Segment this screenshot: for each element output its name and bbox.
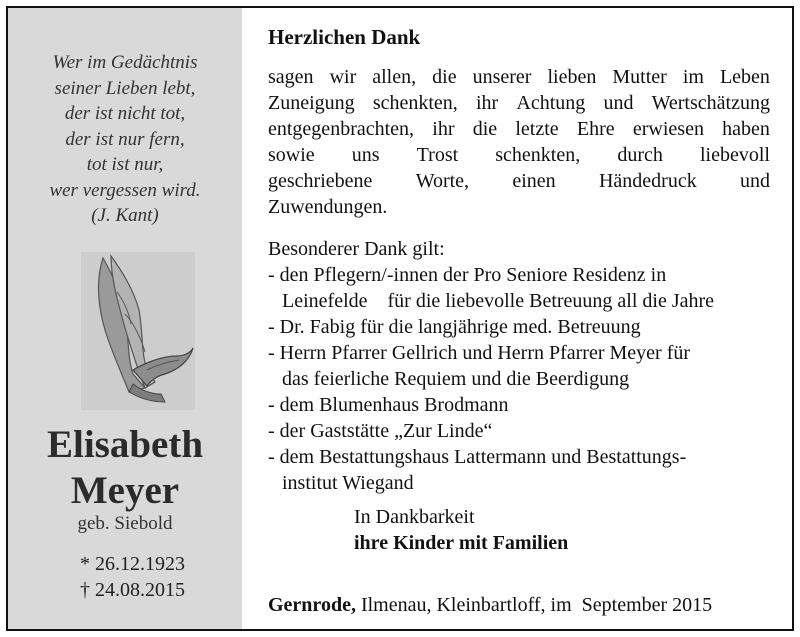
heading: Herzlichen Dank — [268, 25, 421, 49]
word: schenkten, — [372, 92, 458, 114]
signature-block — [268, 504, 770, 556]
word: Wertschätzung — [651, 92, 770, 114]
thanks-item: - den Pflegern/-innen der Pro Seniore Residenz in — [268, 264, 667, 286]
thanks-item: - Herrn Pfarrer Gellrich und Herrn Pfarrer Meyer für — [268, 342, 691, 364]
poem-line: Wer im Gedächtnis — [52, 52, 198, 73]
thanks-item-continued: das feierliche Requiem und die Beerdigung — [282, 368, 630, 390]
poem-line: tot ist nur, — [86, 154, 164, 175]
word: Trost — [416, 144, 459, 166]
thanks-item: - dem Bestattungshaus Lattermann und Bestattungs- — [268, 446, 687, 468]
last-name: Meyer — [70, 469, 180, 512]
word: erwiesen — [632, 118, 704, 140]
word: Worte, — [415, 170, 470, 192]
word: und — [603, 92, 634, 114]
word: Ehre — [576, 118, 615, 140]
place-and-date — [268, 594, 712, 617]
memorial-poem — [8, 50, 242, 229]
signature: ihre Kinder mit Familien — [354, 532, 569, 554]
death-date: † 24.08.2015 — [80, 579, 185, 601]
poem-line: der ist nicht tot, — [64, 103, 186, 124]
thanks-paragraph — [268, 64, 770, 220]
word: schenkten, — [495, 144, 581, 166]
place-primary: Gernrode, — [268, 594, 356, 616]
paragraph-line — [268, 194, 770, 220]
praying-hands-icon — [81, 252, 195, 410]
word: sagen — [268, 66, 314, 88]
word: die — [472, 118, 498, 140]
word: Mutter — [612, 66, 667, 88]
paragraph-line — [268, 116, 770, 142]
word: und — [740, 170, 770, 192]
word: haben — [722, 118, 770, 140]
word: Leben — [719, 66, 770, 88]
thanks-item: - Dr. Fabig für die langjährige med. Betreuung — [268, 316, 641, 338]
special-thanks-title: Besonderer Dank gilt: — [268, 238, 445, 260]
paragraph-line — [268, 90, 770, 116]
thanks-item-continued: institut Wiegand — [282, 472, 414, 494]
special-thanks — [268, 236, 770, 496]
paragraph-line — [268, 64, 770, 90]
first-name: Elisabeth — [46, 423, 204, 466]
word: geschriebene — [268, 170, 373, 192]
word: wir — [329, 66, 357, 88]
paragraph-line — [268, 142, 770, 168]
place-rest: Ilmenau, Kleinbartloff, im September 2015 — [355, 594, 713, 616]
thanks-item-continued: Leinefelde für die liebevolle Betreuung all die Jahre — [282, 290, 715, 312]
word: uns — [351, 144, 380, 166]
poem-line: seiner Lieben lebt, — [54, 77, 196, 99]
word: im — [682, 66, 704, 88]
poem-line: wer vergessen wird. — [49, 179, 201, 201]
closing-phrase: In Dankbarkeit — [354, 506, 475, 528]
obituary-notice — [6, 6, 794, 631]
poem-author: (J. Kant) — [91, 205, 159, 226]
word: liebevoll — [699, 144, 770, 166]
life-dates — [80, 551, 185, 603]
birth-date: * 26.12.1923 — [80, 553, 185, 575]
word: allen, — [372, 66, 417, 88]
deceased-name — [8, 422, 242, 514]
thanks-item: - dem Blumenhaus Brodmann — [268, 394, 509, 416]
thanks-text — [268, 24, 770, 556]
word: einen — [512, 170, 556, 192]
poem-line: der ist nur fern, — [65, 128, 185, 150]
word: ihr — [475, 92, 499, 114]
word: durch — [617, 144, 663, 166]
word: Achtung — [516, 92, 586, 114]
word: sowie — [268, 144, 315, 166]
word: die — [432, 66, 457, 88]
paragraph-line — [268, 168, 770, 194]
memorial-sidebar — [8, 8, 242, 629]
word: entgegenbrachten, — [268, 118, 415, 140]
word: lieben — [547, 66, 597, 88]
word: letzte — [515, 118, 559, 140]
word: unserer — [472, 66, 532, 88]
word: Händedruck — [598, 170, 697, 192]
birth-name: geb. Siebold — [77, 513, 173, 534]
word: Zuwendungen. — [268, 196, 388, 218]
word: Zuneigung — [268, 92, 355, 114]
thanks-item: - der Gaststätte „Zur Linde“ — [268, 420, 493, 442]
word: ihr — [432, 118, 455, 140]
